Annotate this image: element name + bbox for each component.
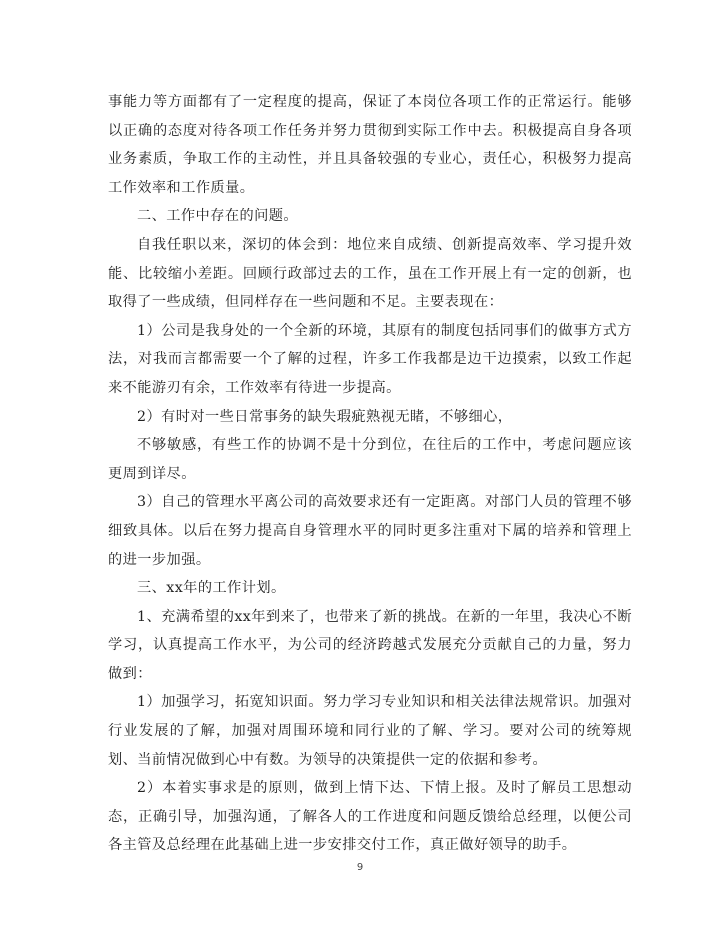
list-item-problem-3: 3）自己的管理水平离公司的高效要求还有一定距离。对部门人员的管理不够细致具体。以后在努力提高自身管理水平的同时更多注重对下属的培养和管理上的进一步加强。 xyxy=(108,494,632,568)
paragraph-intro-continuation: 事能力等方面都有了一定程度的提高，保证了本岗位各项工作的正常运行。能够以正确的态度对待各项工作任务并努力贯彻到实际工作中去。积极提高自身各项业务素质，争取工作的主动性，并且具备较强的专业心，责任心，积极努力提高工作效率和工作质量。 xyxy=(108,94,632,196)
list-item-problem-2: 2）有时对一些日常事务的缺失瑕疵熟视无睹，不够细心， xyxy=(137,408,513,425)
list-item-problem-1: 1）公司是我身处的一个全新的环境，其原有的制度包括同事们的做事方式方法，对我而言都需要一个了解的过程，许多工作我都是边干边摸索，以致工作起来不能游刃有余，工作效率有待进一步提高。 xyxy=(108,322,632,396)
body-text xyxy=(108,88,632,860)
section-heading-problems: 二、工作中存在的问题。 xyxy=(137,208,299,225)
paragraph-plan-intro: 1、充满希望的xx年到来了，也带来了新的挑战。在新的一年里，我决心不断学习，认真提高工作水平，为公司的经济跨越式发展充分贡献自己的力量，努力做到： xyxy=(108,608,632,682)
section-heading-plan: 三、xx年的工作计划。 xyxy=(137,580,286,597)
list-item-problem-2-continued: 不够敏感，有些工作的协调不是十分到位，在往后的工作中，考虑问题应该更周到详尽。 xyxy=(108,437,632,482)
page-number: 9 xyxy=(356,862,364,873)
list-item-plan-2: 2）本着实事求是的原则，做到上情下达、下情上报。及时了解员工思想动态，正确引导，加强沟通，了解各人的工作进度和问题反馈给总经理，以便公司各主管及总经理在此基础上进一步安排交付工作，真正做好领导的助手。 xyxy=(108,780,632,854)
paragraph-self-review: 自我任职以来，深切的体会到：地位来自成绩、创新提高效率、学习提升效能、比较缩小差距。回顾行政部过去的工作，虽在工作开展上有一定的创新，也取得了一些成绩，但同样存在一些问题和不足。主要表现在： xyxy=(108,236,632,311)
list-item-plan-1: 1）加强学习，拓宽知识面。努力学习专业知识和相关法律法规常识。加强对行业发展的了解，加强对周围环境和同行业的了解、学习。要对公司的统筹规划、当前情况做到心中有数。为领导的决策提供一定的依据和参考。 xyxy=(108,694,632,768)
